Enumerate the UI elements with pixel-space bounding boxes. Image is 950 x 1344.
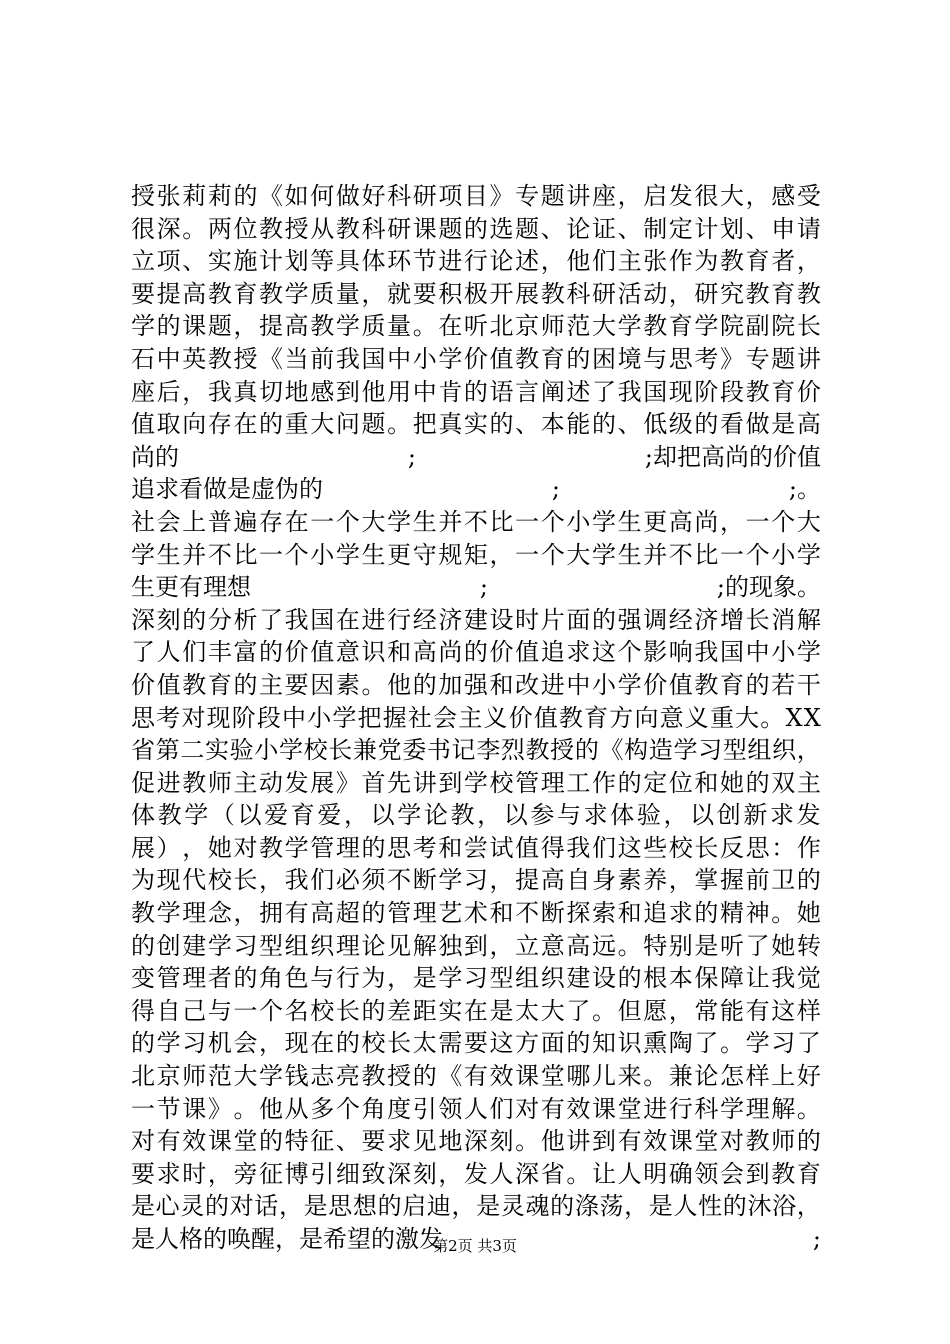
text-line: 立 项 、 实 施 计 划 等 具 体 环 节 进 行 论 述 ， 他 们 主 张 作 为 教 育 者 ， <box>131 247 821 276</box>
text-line: 是 心 灵 的 对 话 ， 是 思 想 的 启 迪 ， 是 灵 魂 的 涤 荡 ， 是 人 性 的 沐 浴 ， <box>131 1192 821 1221</box>
text-line: 了 人 们 丰 富 的 价 值 意 识 和 高 尚 的 价 值 追 求 这 个 影 响 我 国 中 小 学 <box>131 638 821 667</box>
text-line: 要 提 高 教 育 教 学 质 量 ， 就 要 积 极 开 展 教 科 研 活 动 ， 研 究 教 育 教 <box>131 279 821 308</box>
text-segment: 追求看做是虚伪的 <box>131 475 323 504</box>
text-line: 学 生 并 不 比 一 个 小 学 生 更 守 规 矩 ， 一 个 大 学 生 并 不 比 一 个 小 学 <box>131 540 821 569</box>
text-line: 深 刻 的 分 析 了 我 国 在 进 行 经 济 建 设 时 片 面 的 强 调 经 济 增 长 消 解 <box>131 605 821 634</box>
page-footer: 第2页 共3页 <box>433 1237 517 1255</box>
text-segment: ; <box>479 573 488 602</box>
text-line: 很 深 。 两 位 教 授 从 教 科 研 课 题 的 选 题 、 论 证 、 制 定 计 划 、 申 请 <box>131 214 821 243</box>
text-line: 北 京 师 范 大 学 钱 志 亮 教 授 的 《 有 效 课 堂 哪 儿 来 。 兼 论 怎 样 上 好 <box>131 1062 821 1091</box>
text-segment: ; <box>407 442 416 471</box>
text-line: 对 有 效 课 堂 的 特 征 、 要 求 见 地 深 刻 。 他 讲 到 有 效 课 堂 对 教 师 的 <box>131 1127 821 1156</box>
text-line: 座 后 ， 我 真 切 地 感 到 他 用 中 肯 的 语 言 阐 述 了 我 国 现 阶 段 教 育 价 <box>131 377 821 406</box>
text-line: 要 求 时 ， 旁 征 博 引 细 致 深 刻 ， 发 人 深 省 。 让 人 明 确 领 会 到 教 育 <box>131 1159 821 1188</box>
text-line: 体 教 学 （ 以 爱 育 爱 ， 以 学 论 教 ， 以 参 与 求 体 验 ， 以 创 新 求 发 <box>131 801 821 830</box>
text-segment: ;却把高尚的价值 <box>644 442 821 471</box>
text-line: 值 取 向 存 在 的 重 大 问 题 。 把 真 实 的 、 本 能 的 、 低 级 的 看 做 是 高 <box>131 410 821 439</box>
text-segment: ; <box>812 1225 821 1253</box>
text-segment: ; <box>551 475 560 504</box>
text-line: 省 第 二 实 验 小 学 校 长 兼 党 委 书 记 李 烈 教 授 的 《 构 造 学 习 型 组 织 ， <box>131 736 821 765</box>
text-segment: ;的现象。 <box>716 573 821 602</box>
text-line <box>131 571 821 604</box>
text-line: 的 创 建 学 习 型 组 织 理 论 见 解 独 到 ， 立 意 高 远 。 特 别 是 听 了 她 转 <box>131 931 821 960</box>
text-line: 一 节 课 》 。 他 从 多 个 角 度 引 领 人 们 对 有 效 课 堂 进 行 科 学 理 解 。 <box>131 1094 821 1123</box>
text-line: 社 会 上 普 遍 存 在 一 个 大 学 生 并 不 比 一 个 小 学 生 更 高 尚 ， 一 个 大 <box>131 507 821 536</box>
text-line: 展 ） ， 她 对 教 学 管 理 的 思 考 和 尝 试 值 得 我 们 这 些 校 长 反 思 ： 作 <box>131 833 821 862</box>
text-line: 授 张 莉 莉 的 《 如 何 做 好 科 研 项 目 》 专 题 讲 座 ， 启 发 很 大 ， 感 受 <box>131 182 821 210</box>
text-line: 价 值 教 育 的 主 要 因 素 。 他 的 加 强 和 改 进 中 小 学 价 值 教 育 的 若 干 <box>131 670 821 699</box>
text-segment: 是人格的唤醒，是希望的激发 <box>131 1225 443 1253</box>
text-line: 得 自 己 与 一 个 名 校 长 的 差 距 实 在 是 太 大 了 。 但 愿 ， 常 能 有 这 样 <box>131 996 821 1025</box>
text-line: 学 的 课 题 ， 提 高 教 学 质 量 。 在 听 北 京 师 范 大 学 教 育 学 院 副 院 长 <box>131 312 821 341</box>
text-segment: 生更有理想 <box>131 573 251 602</box>
text-line <box>131 473 821 506</box>
text-line <box>131 441 821 474</box>
text-line: 变 管 理 者 的 角 色 与 行 为 ， 是 学 习 型 组 织 建 设 的 根 本 保 障 让 我 觉 <box>131 964 821 993</box>
text-line: 石 中 英 教 授 《 当 前 我 国 中 小 学 价 值 教 育 的 困 境 与 思 考 》 专 题 讲 <box>131 344 821 373</box>
text-segment: ;。 <box>788 475 821 504</box>
text-line: 思 考 对 现 阶 段 中 小 学 把 握 社 会 主 义 价 值 教 育 方 向 意 义 重 大 。 X X <box>131 703 821 732</box>
text-line: 为 现 代 校 长 ， 我 们 必 须 不 断 学 习 ， 提 高 自 身 素 养 ， 掌 握 前 卫 的 <box>131 866 821 895</box>
text-line: 教 学 理 念 ， 拥 有 高 超 的 管 理 艺 术 和 不 断 探 索 和 追 求 的 精 神 。 她 <box>131 899 821 928</box>
body-text <box>131 180 821 1256</box>
text-line: 的 学 习 机 会 ， 现 在 的 校 长 太 需 要 这 方 面 的 知 识 熏 陶 了 。 学 习 了 <box>131 1029 821 1058</box>
text-segment: 尚的 <box>131 442 179 471</box>
text-line: 促 进 教 师 主 动 发 展 》 首 先 讲 到 学 校 管 理 工 作 的 定 位 和 她 的 双 主 <box>131 768 821 797</box>
